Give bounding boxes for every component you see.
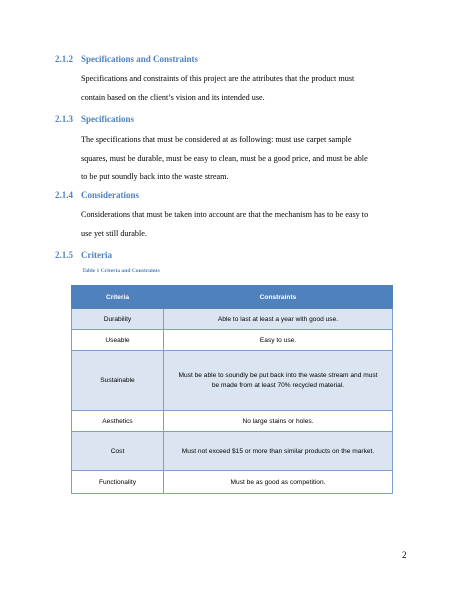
criteria-cell: Cost xyxy=(72,432,164,471)
section-heading-2-1-3 xyxy=(55,114,134,124)
table-header-row xyxy=(72,286,393,309)
text-line: use yet still durable. xyxy=(81,228,147,238)
criteria-cell: Sustainable xyxy=(72,351,164,411)
column-header-constraints: Constraints xyxy=(164,286,393,309)
section-title: Specifications and Constraints xyxy=(81,54,199,64)
criteria-cell: Functionality xyxy=(72,471,164,494)
text-line: squares, must be durable, must be easy to clean, must be a good price, and must be able xyxy=(81,153,368,163)
section-number: 2.1.3 xyxy=(55,114,73,124)
criteria-cell: Durability xyxy=(72,309,164,330)
section-number: 2.1.4 xyxy=(55,190,73,200)
text-line: to be put soundly back into the waste stream. xyxy=(81,172,229,181)
section-heading-2-1-2 xyxy=(55,54,198,64)
constraints-cell xyxy=(164,411,393,432)
text-line: contain based on the client’s vision and its intended use. xyxy=(81,92,265,102)
table-row xyxy=(72,411,393,432)
cell-text: be made from at least 70% recycled material. xyxy=(211,381,345,389)
cell-text: Able to last at least a year with good use. xyxy=(217,315,339,323)
cell-text: Must be as good as competition. xyxy=(230,478,326,486)
column-header-criteria: Criteria xyxy=(72,286,164,309)
cell-text: Easy to use. xyxy=(259,336,297,344)
cell-text: No large stains or holes. xyxy=(242,417,314,425)
criteria-table xyxy=(71,285,393,494)
table-row xyxy=(72,471,393,494)
criteria-cell: Aesthetics xyxy=(72,411,164,432)
section-heading-2-1-5 xyxy=(55,250,112,260)
text-line: The specifications that must be considered at as following: must use carpet sample xyxy=(81,135,352,144)
cell-text: Must not exceed $15 or more than similar products on the market. xyxy=(181,447,375,455)
table-row xyxy=(72,351,393,411)
page-number: 2 xyxy=(402,550,407,560)
table-caption: Table 1 Criteria and Constraints xyxy=(82,268,160,274)
section-title: Specifications xyxy=(81,114,134,124)
constraints-cell xyxy=(164,330,393,351)
paragraph-specifications-and-constraints xyxy=(81,70,411,107)
constraints-cell xyxy=(164,432,393,471)
table-row xyxy=(72,309,393,330)
constraints-cell xyxy=(164,309,393,330)
table-row xyxy=(72,432,393,471)
text-line: Specifications and constraints of this project are the attributes that the product must xyxy=(81,74,355,83)
text-line: Considerations that must be taken into account are that the mechanism has to be easy to xyxy=(81,210,369,219)
constraints-cell xyxy=(164,471,393,494)
constraints-cell xyxy=(164,351,393,411)
paragraph-specifications xyxy=(81,131,411,187)
paragraph-considerations xyxy=(81,206,411,243)
section-number: 2.1.2 xyxy=(55,54,73,64)
table-row xyxy=(72,330,393,351)
section-title: Considerations xyxy=(81,190,140,200)
criteria-cell: Useable xyxy=(72,330,164,351)
section-title: Criteria xyxy=(81,250,112,260)
section-number: 2.1.5 xyxy=(55,250,73,260)
cell-text: Must be able to soundly be put back into the waste stream and must xyxy=(178,371,378,379)
section-heading-2-1-4 xyxy=(55,190,139,200)
